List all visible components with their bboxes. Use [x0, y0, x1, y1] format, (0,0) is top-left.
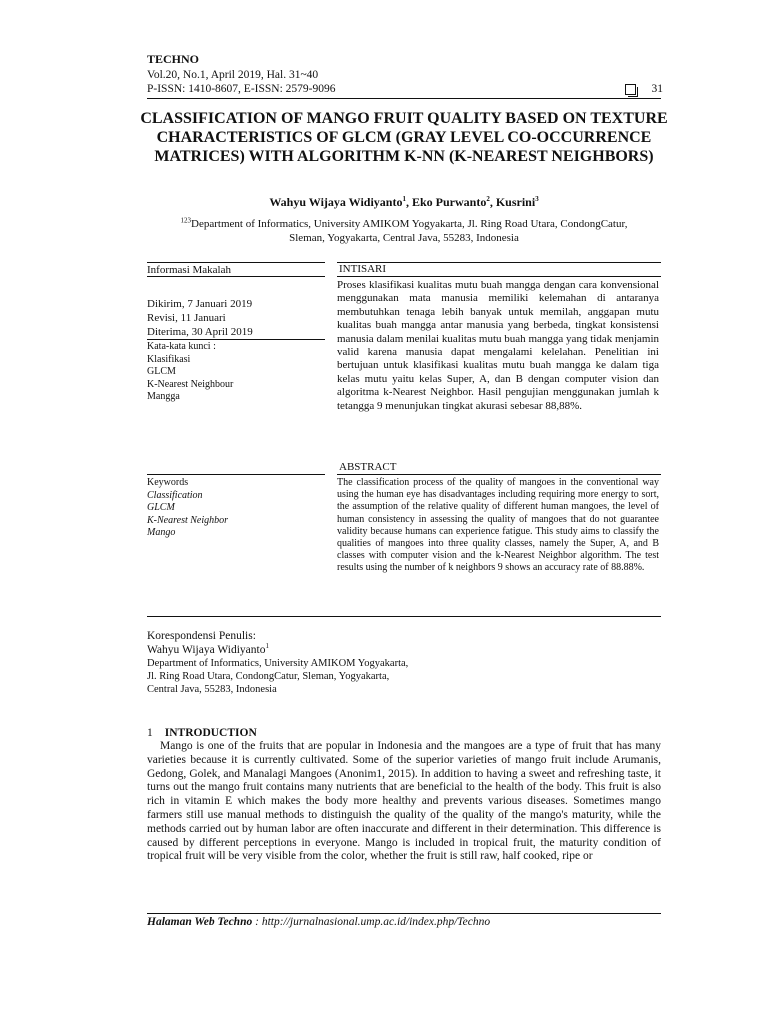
affiliation-line-2: Sleman, Yogyakarta, Central Java, 55283, Indonesia: [289, 232, 519, 244]
keyword-item: Classification: [147, 489, 203, 501]
page-number-block: [625, 83, 664, 95]
correspondence-name-sup: 1: [265, 641, 269, 650]
correspondence-label: Korespondensi Penulis:: [147, 630, 256, 642]
author-list: [147, 195, 661, 210]
abstract-heading: ABSTRACT: [339, 461, 397, 473]
footer-url[interactable]: http://jurnalnasional.ump.ac.id/index.php/Techno: [261, 916, 491, 928]
date-accepted: Diterima, 30 April 2019: [147, 326, 253, 338]
kata-kunci-item: K-Nearest Neighbour: [147, 378, 234, 390]
author-separator: ,: [489, 195, 496, 209]
correspondence-address-2: Jl. Ring Road Utara, CondongCatur, Sleman, Yogyakarta,: [147, 671, 390, 682]
footer-label: Halaman Web Techno: [147, 916, 253, 928]
keyword-item: GLCM: [147, 502, 175, 513]
kata-kunci-item: Klasifikasi: [147, 353, 191, 365]
keyword-item: Mango: [147, 527, 176, 538]
page-number: 31: [651, 83, 663, 95]
correspondence-address-3: Central Java, 55283, Indonesia: [147, 684, 277, 695]
affiliation: [147, 217, 661, 245]
info-dates: [147, 297, 253, 339]
kata-kunci-block: [147, 341, 233, 404]
author-1-sup: 1: [402, 195, 406, 203]
keywords-top-rule: [147, 474, 325, 475]
footer-rule: [147, 913, 661, 914]
paper-title: CLASSIFICATION OF MANGO FRUIT QUALITY BASED ON TEXTURE CHARACTERISTICS OF GLCM (GRAY LEVEL CO-OCCURRENCE MATRICES) WITH ALGORITHM K-NN (K-NEAREST NEIGHBORS): [140, 110, 668, 165]
journal-volume: Vol.20, No.1, April 2019, Hal. 31~40: [147, 69, 319, 81]
date-submitted: Dikirim, 7 Januari 2019: [147, 298, 253, 310]
dates-rule: [147, 339, 325, 340]
author-1: Wahyu Wijaya Widiyanto: [269, 195, 403, 209]
author-3: Kusrini: [495, 195, 536, 209]
correspondence-block: [147, 630, 408, 696]
info-top-rule: [147, 262, 325, 263]
date-revised: Revisi, 11 Januari: [147, 312, 226, 324]
author-2: Eko Purwanto: [411, 195, 487, 209]
journal-issn: P-ISSN: 1410-8607, E-ISSN: 2579-9096: [147, 83, 336, 95]
footer: [147, 916, 490, 928]
intisari-text: Proses klasifikasi kualitas mutu buah mangga dengan cara konvensional menggunakan mata manusia memiliki kelemahan di antaranya membutuhkan tenaga lebih banyak untuk memilah, anggapan mutu kualitas buah mangga antar manusia yang berbeda, tingkat konsistensi manusia dalam menilai kualitas mutu buah mangga yang tidak menjamin valid karena manusia dapat mengalami kelelahan. Penelitian ini bertujuan untuk klasifikasi kualitas mutu buah mangga ke dalam tiga kelas mutu yaitu kelas Super, A, dan B dengan computer vision dan algoritma k-Nearest Neighbor. Hasil pengujian menggunakan jumlah k tetangga 9 menunjukan tingkat akurasi sebesar 88,88%.: [337, 279, 659, 412]
kata-kunci-label: Kata-kata kunci :: [147, 341, 216, 352]
section-title: INTRODUCTION: [164, 727, 257, 739]
affiliation-sup: 123: [180, 216, 192, 225]
square-icon: [625, 84, 636, 95]
footer-separator: :: [252, 916, 262, 928]
correspondence-name: Wahyu Wijaya Widiyanto: [147, 643, 266, 656]
keywords-label: Keywords: [147, 477, 189, 488]
kata-kunci-item: Mangga: [147, 391, 180, 402]
keyword-item: K-Nearest Neighbor: [147, 514, 229, 526]
affiliation-line-1: Department of Informatics, University AMIKOM Yogyakarta, Jl. Ring Road Utara, CondongCatur,: [191, 218, 628, 230]
info-heading: Informasi Makalah: [147, 264, 231, 276]
author-separator: ,: [405, 195, 412, 209]
intisari-heading: INTISARI: [339, 263, 387, 275]
table-bottom-rule: [147, 616, 661, 617]
header-rule: [147, 98, 661, 99]
author-3-sup: 3: [535, 195, 539, 203]
correspondence-address-1: Department of Informatics, University AMIKOM Yogyakarta,: [147, 658, 409, 669]
introduction-text: Mango is one of the fruits that are popular in Indonesia and the mangoes are a type of fruit that has many varieties because it is currently cultivated. Some of the superior varieties of mango fruit include Arumanis, Gedong, Golek, and Manalagi Mangoes (Anonim1, 2015). In addition to having a sweet and refreshing taste, it turns out the mango fruit contains many nutrients that are beneficial to the health of the body. This fruit is also rich in vitamin E which makes the body more healthy and prevents various diseases. Sometimes mango farmers still use manual methods to distinguish the quality of the quality of the mango's maturity, while the methods carried out by human labor are often inaccurate and different in their determination. This difference is caused by different perceptions in everyone. Mango is included in tropical fruit, the maturity condition of tropical fruit will be very visible from the color, whether the fruit is still raw, half cooked, ripe or: [147, 740, 661, 863]
kata-kunci-item: GLCM: [147, 366, 176, 377]
section-number: 1: [147, 727, 153, 739]
author-2-sup: 2: [486, 195, 490, 203]
section-heading: [147, 727, 257, 739]
journal-name: TECHNO: [147, 52, 200, 66]
abstract-text: The classification process of the quality of mangoes in the conventional way using the human eye has disadvantages including requiring more energy to sort, the assumption of the relative quality of different human mangoes, the level of human consistency in assessing the quality of mangoes that do not guarantee validity because humans can experience fatigue. This study aims to classify the qualities of mangoes into three quality classes, namely the Super, A, and B classes with computer vision and the k-Nearest Neighbor algorithm. The test results using the number of k neighbors 9 shows an accuracy rate of 88.88%.: [337, 477, 659, 574]
keywords-block: [147, 477, 228, 540]
